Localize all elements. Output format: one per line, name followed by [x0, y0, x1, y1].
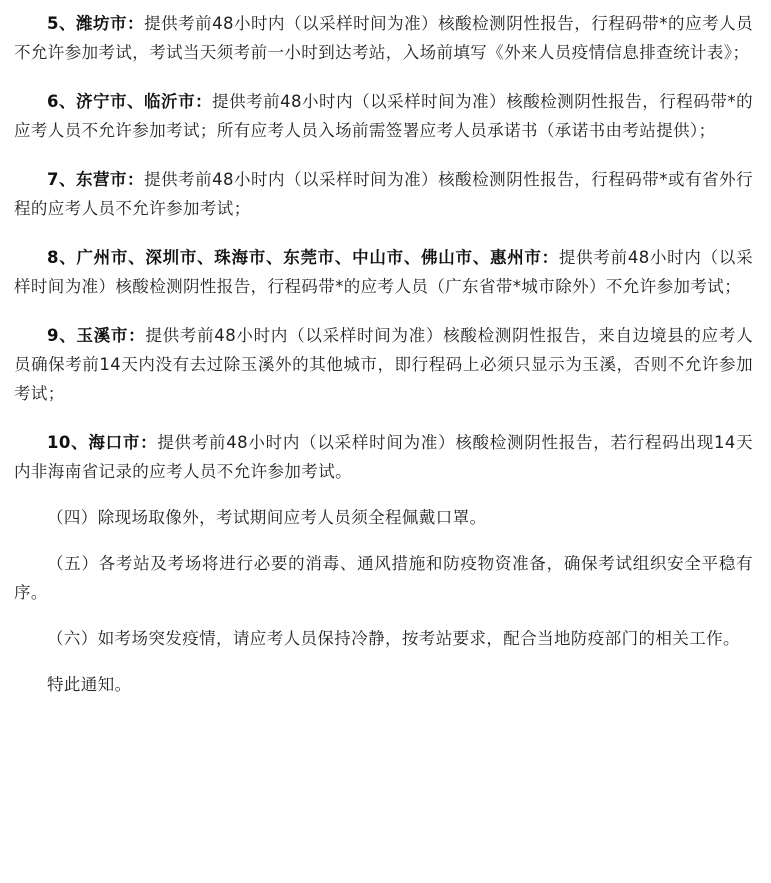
item-body: 提供考前48小时内（以采样时间为准）核酸检测阴性报告，若行程码出现14天内非海南省记录的应考人员不允许参加考试。 [14, 433, 753, 481]
item-heading: 5、潍坊市： [47, 14, 145, 33]
item-heading: 6、济宁市、临沂市： [47, 92, 213, 111]
item-haikou [14, 428, 753, 486]
item-body: 提供考前48小时内（以采样时间为准）核酸检测阴性报告，行程码带*的应考人员不允许参加考试；所有应考人员入场前需签署应考人员承诺书（承诺书由考站提供）； [14, 92, 753, 140]
item-heading: 9、玉溪市： [47, 326, 146, 345]
item-guangdong-cities [14, 243, 753, 301]
item-dongying [14, 165, 753, 223]
item-body: 提供考前48小时内（以采样时间为准）核酸检测阴性报告，行程码带*的应考人员（广东省带*城市除外）不允许参加考试； [14, 248, 754, 296]
note-disinfection: （五）各考站及考场将进行必要的消毒、通风措施和防疫物资准备，确保考试组织安全平稳有序。 [14, 554, 753, 602]
item-yuxi [14, 321, 753, 408]
item-jining-linyi [14, 87, 753, 145]
closing-notice: 特此通知。 [47, 675, 132, 694]
item-heading: 8、广州市、深圳市、珠海市、东莞市、中山市、佛山市、惠州市： [47, 248, 559, 267]
document [0, 9, 771, 883]
item-body: 提供考前48小时内（以采样时间为准）核酸检测阴性报告，行程码带*或有省外行程的应考人员不允许参加考试； [14, 170, 754, 218]
note-masks: （四）除现场取像外，考试期间应考人员须全程佩戴口罩。 [47, 508, 487, 527]
item-weifang [14, 9, 753, 67]
item-body: 提供考前48小时内（以采样时间为准）核酸检测阴性报告，来自边境县的应考人员确保考前14天内没有去过除玉溪外的其他城市，即行程码上必须只显示为玉溪，否则不允许参加考试； [14, 326, 753, 403]
note-outbreak: （六）如考场突发疫情，请应考人员保持冷静，按考站要求，配合当地防疫部门的相关工作。 [47, 629, 740, 648]
item-heading: 7、东营市： [47, 170, 145, 189]
item-body: 提供考前48小时内（以采样时间为准）核酸检测阴性报告，行程码带*的应考人员不允许参加考试，考试当天须考前一小时到达考站，入场前填写《外来人员疫情信息排查统计表》； [14, 14, 754, 62]
item-heading: 10、海口市： [47, 433, 158, 452]
